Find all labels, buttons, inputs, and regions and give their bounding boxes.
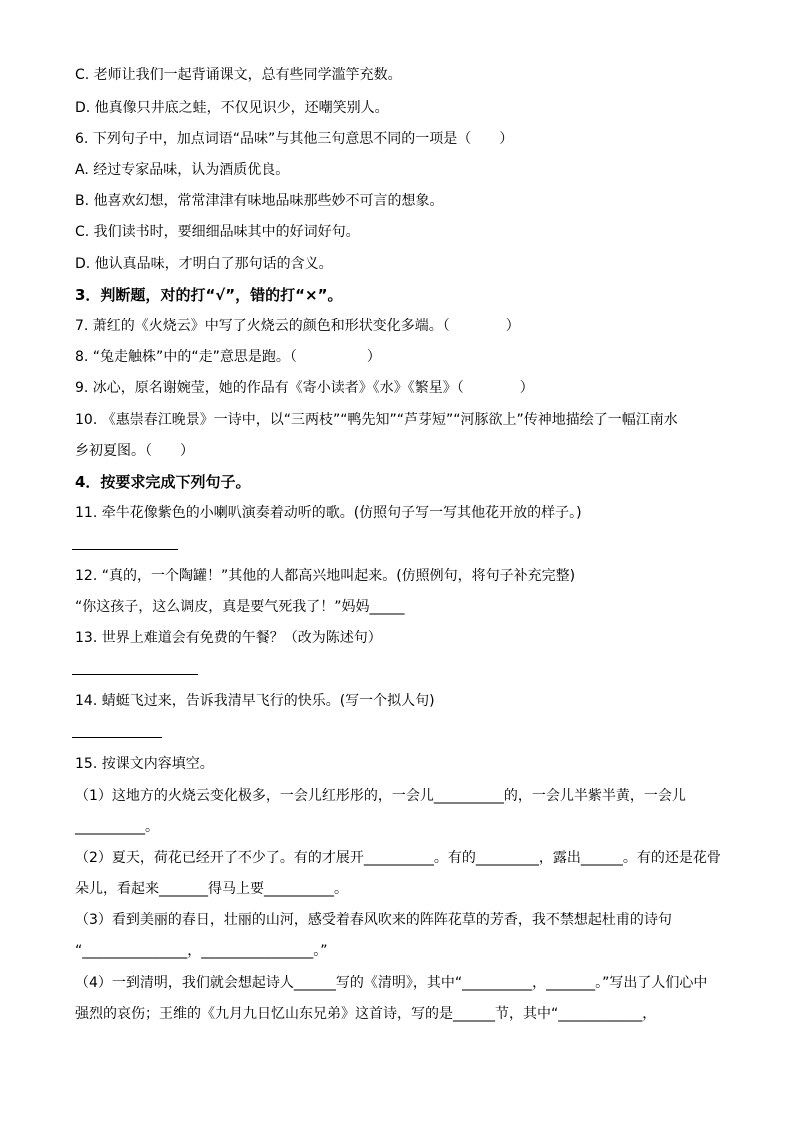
question-8: 8. “兔走触株”中的“走”意思是跑。（ ） [75, 349, 381, 365]
question-12: 12. “真的，一个陶罐！”其他的人都高兴地叫起来。(仿照例句，将句子补充完整) [75, 568, 576, 584]
question-6: 6. 下列句子中，加点词语“品味”与其他三句意思不同的一项是（ ） [75, 131, 514, 147]
answer-line-q14[interactable] [72, 737, 162, 738]
question-7: 7. 萧红的《火烧云》中写了火烧云的颜色和形状变化多端。（ ） [75, 318, 520, 334]
option-a-q6: A. 经过专家品味，认为酒质优良。 [75, 162, 290, 178]
question-9: 9. 冰心，原名谢婉莹，她的作品有《寄小读者》《水》《繁星》（ ） [75, 380, 534, 396]
question-15-part-1-cont: __________。 [75, 819, 159, 835]
question-15-part-3-cont: “_______________，________________。” [75, 943, 328, 959]
option-c-q6: C. 我们读书时，要细细品味其中的好词好句。 [75, 224, 360, 240]
answer-line-q11[interactable] [72, 549, 178, 550]
question-14: 14. 蜻蜓飞过来，告诉我清早飞行的快乐。(写一个拟人句) [75, 693, 435, 709]
question-15-part-2: （2）夏天，荷花已经开了不少了。有的才展开__________。有的_________，露出______。有的还是花骨 [75, 850, 721, 866]
option-d-q6: D. 他认真品味，才明白了那句话的含义。 [75, 256, 333, 272]
question-11: 11. 牵牛花像紫色的小喇叭演奏着动听的歌。(仿照句子写一写其他花开放的样子。) [75, 505, 582, 521]
answer-line-q13[interactable] [72, 674, 198, 675]
question-15: 15. 按课文内容填空。 [75, 756, 214, 772]
option-d-q5: D. 他真像只井底之蛙，不仅见识少，还嘲笑别人。 [75, 100, 389, 116]
option-b-q6: B. 他喜欢幻想，常常津津有味地品味那些妙不可言的想象。 [75, 193, 444, 209]
question-15-part-2-cont: 朵儿，看起来_______得马上要__________。 [75, 881, 348, 897]
question-15-part-1: （1）这地方的火烧云变化极多，一会儿红彤彤的，一会儿__________的，一会儿半紫半黄，一会儿 [75, 788, 686, 804]
question-13: 13. 世界上难道会有免费的午餐？（改为陈述句） [75, 630, 382, 646]
section-4-heading: 4．按要求完成下列句子。 [75, 473, 251, 491]
question-15-part-4-cont: 强烈的哀伤；王维的《九月九日忆山东兄弟》这首诗，写的是______节，其中“____________， [75, 1006, 657, 1022]
question-10: 10. 《惠崇春江晚景》一诗中，以“三两枝”“鸭先知”“芦芽短”“河豚欲上”传神地描绘了一幅江南水 [75, 412, 678, 428]
question-10-cont: 乡初夏图。（ ） [75, 443, 194, 459]
question-12-sentence: “你这孩子，这么调皮，真是要气死我了！”妈妈_____ [75, 599, 405, 615]
question-15-part-3: （3）看到美丽的春日，壮丽的山河，感受着春风吹来的阵阵花草的芳香，我不禁想起杜甫的诗句 [75, 912, 672, 928]
option-c-q5: C. 老师让我们一起背诵课文，总有些同学滥竽充数。 [75, 67, 402, 83]
question-15-part-4: （4）一到清明，我们就会想起诗人______写的《清明》，其中“__________，_______。”写出了人们心中 [75, 975, 708, 991]
section-3-heading: 3．判断题，对的打“√”，错的打“×”。 [75, 286, 343, 304]
